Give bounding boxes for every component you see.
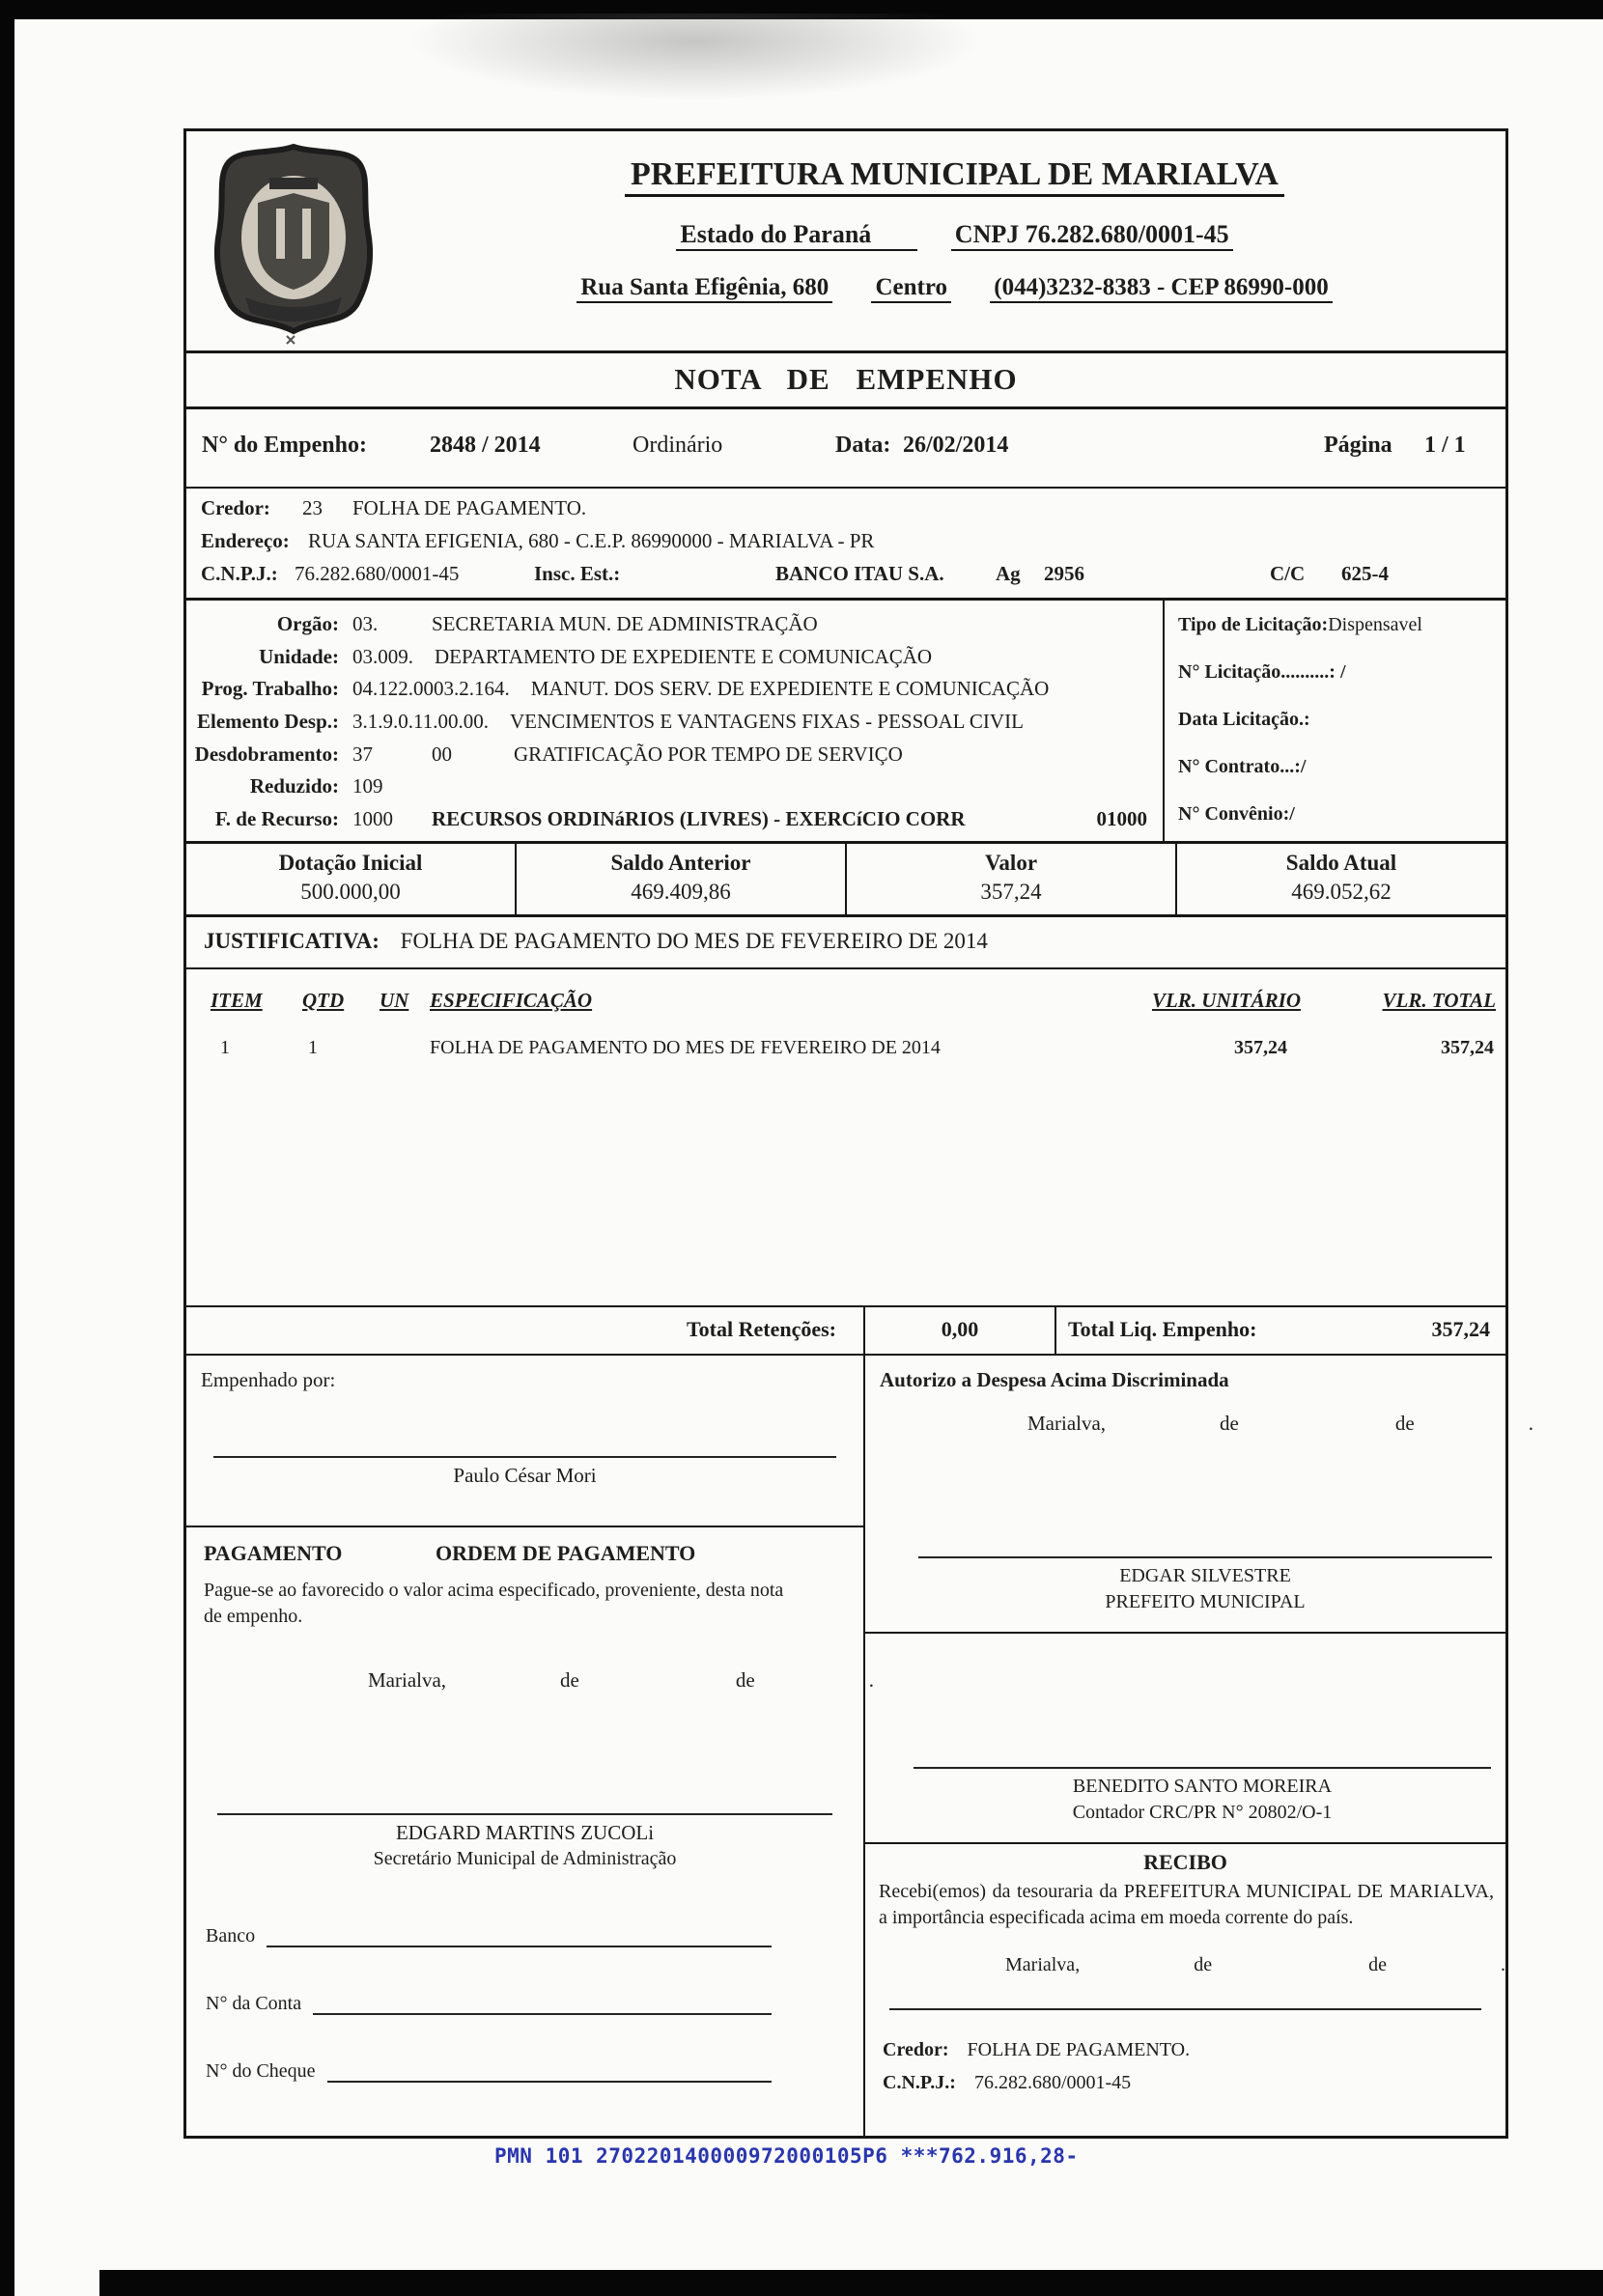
col-header-item: ITEM xyxy=(211,989,263,1012)
recibo-cnpj-line xyxy=(883,2072,1131,2094)
dateline-de2: de xyxy=(1368,1954,1387,1975)
prefeito-name: EDGAR SILVESTRE xyxy=(1119,1565,1291,1586)
orgao-label: Orgão: xyxy=(276,612,339,635)
signature-line xyxy=(918,1556,1492,1558)
desdobramento-label: Desdobramento: xyxy=(194,742,339,766)
creditor-cnpj: 76.282.680/0001-45 xyxy=(295,562,460,585)
empenhado-signer-name: Paulo César Mori xyxy=(453,1464,597,1487)
item-row-especificacao: FOLHA DE PAGAMENTO DO MES DE FEVEREIRO DE 2014 xyxy=(430,1037,941,1058)
fonte-recurso-label: F. de Recurso: xyxy=(214,806,339,830)
total-liquido-label: Total Liq. Empenho: xyxy=(1068,1317,1257,1341)
state-label: Estado do Paraná xyxy=(676,220,917,251)
creditor-code: 23 xyxy=(302,496,323,519)
municipality-title: PREFEITURA MUNICIPAL DE MARIALVA xyxy=(625,156,1284,197)
total-liquido-cell xyxy=(1056,1307,1505,1354)
dateline-de1: de xyxy=(1194,1954,1213,1975)
contador-name: BENEDITO SANTO MOREIRA xyxy=(1072,1776,1333,1797)
dateline-de1: de xyxy=(560,1668,579,1692)
total-liquido-value: 357,24 xyxy=(1431,1317,1490,1341)
conta-fill-line xyxy=(313,1993,772,2015)
desdobramento-line xyxy=(186,742,1163,767)
secretario-name: EDGARD MARTINS ZUCOLi xyxy=(395,1821,655,1844)
document-title-band xyxy=(186,353,1505,409)
justificativa-row xyxy=(186,917,1505,969)
saldo-atual-label: Saldo Atual xyxy=(1285,851,1397,875)
unidade-name: DEPARTAMENTO DE EXPEDIENTE E COMUNICAÇÃO xyxy=(435,644,933,668)
recibo-cnpj-value: 76.282.680/0001-45 xyxy=(973,2072,1132,2093)
empenhado-por-label: Empenhado por: xyxy=(201,1368,336,1391)
reduzido-label: Reduzido: xyxy=(249,774,339,798)
creditor-address: RUA SANTA EFIGENIA, 680 - C.E.P. 86990000 - MARIALVA - PR xyxy=(308,529,875,552)
orgao-code: 03. xyxy=(352,612,379,635)
col-header-vlr-unitario: VLR. UNITÁRIO xyxy=(1151,989,1301,1012)
saldo-anterior-value: 469.409,86 xyxy=(631,880,731,904)
valor-cell xyxy=(847,844,1177,914)
dotacao-inicial-cell xyxy=(186,844,517,914)
fonte-recurso-name: RECURSOS ORDINáRIOS (LIVRES) - EXERCíCIO CORR xyxy=(432,806,966,830)
totals-row xyxy=(186,1307,1505,1356)
banco-fill-line xyxy=(267,1925,772,1947)
conta-label: N° da Conta xyxy=(206,1993,302,2014)
prefeito-signature xyxy=(918,1556,1492,1615)
empenho-number-value: 2848 / 2014 xyxy=(430,433,541,458)
elemento-code: 3.1.9.0.11.00.00. xyxy=(352,709,489,733)
recibo-cnpj-label: C.N.P.J.: xyxy=(883,2072,956,2093)
contador-signature xyxy=(914,1767,1491,1826)
signature-line xyxy=(914,1767,1491,1769)
desdobramento-subcode: 00 xyxy=(432,742,452,766)
values-strip xyxy=(186,844,1505,917)
saldo-anterior-cell xyxy=(517,844,847,914)
fonte-recurso-line xyxy=(186,807,1163,831)
header-cnpj: CNPJ 76.282.680/0001-45 xyxy=(951,220,1233,251)
header-phone-cep: (044)3232-8383 - CEP 86990-000 xyxy=(990,274,1333,303)
saldo-atual-cell xyxy=(1177,844,1505,914)
orgao-line xyxy=(186,612,1163,636)
justificativa-label: JUSTIFICATIVA: xyxy=(204,929,380,953)
page-value: 1 / 1 xyxy=(1424,433,1466,458)
account-label: C/C xyxy=(1270,562,1306,585)
col-header-especificacao: ESPECIFICAÇÃO xyxy=(430,989,593,1012)
reduzido-code: 109 xyxy=(352,774,383,798)
licitacao-tipo-label: Tipo de Licitação: xyxy=(1178,614,1329,635)
contador-cargo: Contador CRC/PR N° 20802/O-1 xyxy=(1072,1802,1333,1823)
saldo-atual-value: 469.052,62 xyxy=(1291,880,1392,904)
items-table xyxy=(186,969,1505,1307)
document-title: NOTA DE EMPENHO xyxy=(674,362,1018,396)
creditor-label: Credor: xyxy=(201,496,270,519)
valor-label: Valor xyxy=(984,851,1038,875)
agency-label: Ag xyxy=(996,562,1021,585)
dateline-dot: . xyxy=(1528,1412,1533,1435)
pagamento-header xyxy=(204,1541,863,1566)
recibo-credor-value: FOLHA DE PAGAMENTO. xyxy=(967,2039,1191,2060)
licitacao-tipo-value: Dispensavel xyxy=(1328,614,1422,635)
empenho-type: Ordinário xyxy=(633,433,723,458)
signatures-left-column xyxy=(186,1356,874,2136)
creditor-name: FOLHA DE PAGAMENTO. xyxy=(352,496,587,519)
fonte-recurso-code: 1000 xyxy=(352,806,393,830)
item-row-vlr-unitario: 357,24 xyxy=(1234,1037,1287,1058)
form-header xyxy=(186,131,1505,353)
header-district: Centro xyxy=(871,274,951,303)
elemento-despesa-line xyxy=(186,710,1163,734)
bank-name: BANCO ITAU S.A. xyxy=(775,562,944,585)
state-reg-label: Insc. Est.: xyxy=(534,562,621,585)
prog-trabalho-name: MANUT. DOS SERV. DE EXPEDIENTE E COMUNICAÇÃO xyxy=(530,677,1050,701)
licitacao-tipo-line xyxy=(1178,614,1500,636)
pagamento-label: PAGAMENTO xyxy=(204,1541,343,1565)
budget-classification-section xyxy=(186,601,1505,844)
licitacao-data-line: Data Licitação.: xyxy=(1178,709,1310,730)
pagamento-date-line xyxy=(368,1668,874,1693)
pagamento-text: Pague-se ao favorecido o valor acima especificado, proveniente, desta nota de empenho. xyxy=(204,1580,784,1627)
dateline-city: Marialva, xyxy=(1027,1412,1107,1435)
elemento-label: Elemento Desp.: xyxy=(197,709,339,733)
total-retencoes-value: 0,00 xyxy=(865,1307,1056,1354)
empenho-number-label: N° do Empenho: xyxy=(202,433,367,458)
desdobramento-code: 37 xyxy=(352,742,373,766)
signature-line xyxy=(889,2008,1481,2010)
empenhado-signature xyxy=(213,1456,836,1489)
orgao-name: SECRETARIA MUN. DE ADMINISTRAÇÃO xyxy=(432,612,818,635)
dateline-city: Marialva, xyxy=(368,1668,447,1692)
conta-row xyxy=(206,1993,772,2015)
autorizo-title: Autorizo a Despesa Acima Discriminada xyxy=(880,1368,1229,1391)
unidade-line xyxy=(186,645,1163,669)
header-street: Rua Santa Efigênia, 680 xyxy=(577,274,832,303)
recibo-box xyxy=(865,1844,1505,2136)
dotacao-inicial-label: Dotação Inicial xyxy=(278,851,423,875)
autorizo-date-line xyxy=(1027,1412,1533,1436)
col-header-vlr-total: VLR. TOTAL xyxy=(1382,989,1496,1012)
prog-trabalho-label: Prog. Trabalho: xyxy=(201,677,339,701)
dateline-city: Marialva, xyxy=(1005,1954,1081,1975)
creditor-cnpj-label: C.N.P.J.: xyxy=(201,562,278,585)
dot-matrix-footer-code: PMN 101 270220140000972000105P6 ***762.916,28- xyxy=(494,2144,1079,2168)
dateline-de2: de xyxy=(1394,1412,1415,1435)
signature-line xyxy=(213,1456,836,1458)
dotacao-inicial-value: 500.000,00 xyxy=(300,880,401,904)
secretario-signature xyxy=(217,1813,832,1872)
account-number: 625-4 xyxy=(1341,562,1389,585)
col-header-un: UN xyxy=(380,989,409,1012)
empenhado-por-box xyxy=(186,1356,863,1527)
dateline-dot: . xyxy=(1500,1954,1505,1975)
contrato-line: N° Contrato...:/ xyxy=(1178,756,1307,777)
page-label: Página xyxy=(1324,433,1392,458)
pagamento-box xyxy=(186,1527,874,2136)
municipal-coat-of-arms-logo xyxy=(202,141,385,346)
secretario-cargo: Secretário Municipal de Administração xyxy=(373,1848,677,1869)
contador-box xyxy=(865,1634,1505,1844)
recibo-date-line xyxy=(1005,1954,1505,1976)
unidade-label: Unidade: xyxy=(259,644,339,668)
elemento-name: VENCIMENTOS E VANTAGENS FIXAS - PESSOAL CIVIL xyxy=(509,709,1024,733)
prefeito-cargo: PREFEITO MUNICIPAL xyxy=(1105,1591,1306,1612)
empenho-date-label: Data: xyxy=(835,433,891,458)
cheque-label: N° do Cheque xyxy=(206,2060,316,2082)
licitacao-column xyxy=(1165,601,1505,841)
recibo-signature-line xyxy=(889,2008,1481,2010)
dateline-dot: . xyxy=(868,1668,874,1692)
item-row-qtd: 1 xyxy=(308,1037,318,1058)
item-row-number: 1 xyxy=(220,1037,230,1058)
creditor-block xyxy=(186,489,1505,601)
empenho-form xyxy=(183,128,1533,2139)
scan-shadow xyxy=(386,14,1004,105)
banco-label: Banco xyxy=(206,1925,256,1946)
cheque-fill-line xyxy=(327,2060,772,2083)
valor-value: 357,24 xyxy=(980,880,1042,904)
empenho-number-row xyxy=(186,409,1505,489)
recibo-credor-line xyxy=(883,2039,1190,2061)
item-row-vlr-total: 357,24 xyxy=(1441,1037,1494,1058)
licitacao-numero-line: N° Licitação..........: / xyxy=(1178,661,1346,683)
recibo-title: RECIBO xyxy=(1143,1850,1227,1874)
scan-edge-bottom xyxy=(99,2270,1603,2296)
signatures-section xyxy=(186,1356,1533,2136)
creditor-address-label: Endereço: xyxy=(201,529,290,552)
total-retencoes-label: Total Retenções: xyxy=(186,1307,865,1354)
agency-number: 2956 xyxy=(1044,562,1084,585)
desdobramento-name: GRATIFICAÇÃO POR TEMPO DE SERVIÇO xyxy=(514,742,903,766)
col-header-qtd: QTD xyxy=(302,989,345,1012)
unidade-code: 03.009. xyxy=(352,644,413,668)
header-text-block xyxy=(404,131,1505,301)
prog-trabalho-line xyxy=(186,677,1163,701)
cheque-row xyxy=(206,2060,772,2083)
dateline-de1: de xyxy=(1220,1412,1239,1435)
prog-trabalho-code: 04.122.0003.2.164. xyxy=(352,677,510,701)
classification-column xyxy=(186,601,1165,841)
convenio-line: N° Convênio:/ xyxy=(1178,803,1295,825)
reduzido-line xyxy=(186,774,1163,798)
saldo-anterior-label: Saldo Anterior xyxy=(610,851,751,875)
justificativa-text: FOLHA DE PAGAMENTO DO MES DE FEVEREIRO DE 2014 xyxy=(400,929,988,953)
recibo-text: Recebi(emos) da tesouraria da PREFEITURA MUNICIPAL DE MARIALVA, a importância especificada acima em moeda corrente do país. xyxy=(879,1881,1494,1928)
ordem-pagamento-label: ORDEM DE PAGAMENTO xyxy=(436,1541,696,1565)
recibo-credor-label: Credor: xyxy=(883,2039,949,2060)
fonte-recurso-code2: 01000 xyxy=(1096,806,1147,830)
dateline-de2: de xyxy=(735,1668,755,1692)
autorizo-box xyxy=(865,1356,1533,1634)
banco-row xyxy=(206,1925,772,1947)
scan-edge-left xyxy=(0,0,14,2296)
signature-line xyxy=(217,1813,832,1815)
signatures-right-column xyxy=(865,1356,1533,2136)
empenho-date-value: 26/02/2014 xyxy=(903,433,1009,458)
